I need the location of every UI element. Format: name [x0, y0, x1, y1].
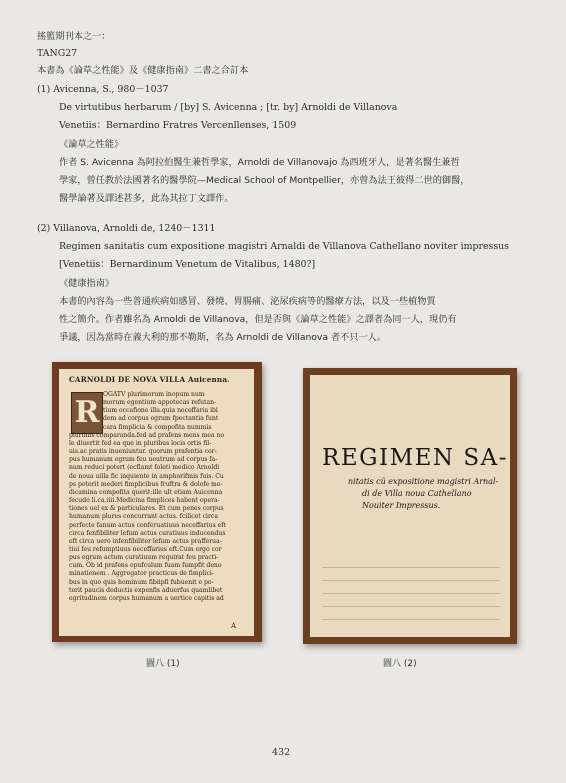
figure-1-text-line: cara fimplicia & compofita nummis	[103, 423, 212, 431]
item2-title: Regimen sanitatis cum expositione magistri Arnaldi de Villanova Cathellano noviter impressus	[59, 241, 509, 252]
figure-1-text-line: pus egrum actum curatiuum requirat feu practi-	[69, 554, 219, 562]
item1-para-line: 學家，曾任教於法國著名的醫學院—Medical School of Montpellier，亦曾為法王彼得二世的御醫，	[59, 175, 470, 186]
figure-1-text-line: tium occafione illa.quia neceffaria ibi	[103, 407, 218, 415]
figure-2-title-lines	[348, 476, 498, 512]
figure-1-text-block	[69, 391, 244, 603]
figure-1-text-line: OGATV plurimorum inopum num	[103, 391, 205, 398]
figure-2-handwriting	[322, 558, 500, 628]
figure-1-text-line: humanum plures concurrant actus. fcilicet circa	[69, 513, 218, 521]
figure-1-signature-mark: A	[230, 622, 236, 630]
figure-2-leaf	[310, 375, 510, 637]
figure-1-text-line: bus in quo quis hominum fibiipfi fubuenit e po-	[69, 578, 214, 586]
figure-1-text-line: dicamina compofita querit:ille ult etiam Auicenna	[69, 488, 223, 496]
figure-2-photo	[303, 368, 517, 644]
figure-1-text-line: num reduci potert (ecflamt foleti medico Arnoldi	[69, 464, 220, 472]
figure-1-leaf	[59, 369, 254, 636]
figure-1-text-line: terit paucis deductis expenfis aduerfus quamlibet	[69, 586, 223, 594]
figure-1-text-line: fecudo li.ca.iiii.Medicina fimplices habent opera-	[69, 497, 220, 505]
item2-para-line: 性之簡介。作者雖名為 Arnoldi de Villanova，但是否與《論草之性能》之譯者為同一人，現仍有	[59, 314, 457, 325]
figure-1-text-line: tiones uel ex & particulares. Et cum penes corpus	[69, 505, 224, 513]
item2-para-line: 本書的內容為一些普通疾病如感冒、發燒、胃腸痛、泌尿疾病等的醫療方法，以及一些植物質	[59, 296, 436, 307]
item1-imprint: Venetiis：Bernardino Fratres Vercenllenses, 1509	[59, 120, 297, 131]
item1-title: De virtutibus herbarum / [by] S. Avicenna ; [tr. by] Arnoldi de Villanova	[59, 102, 398, 113]
item2-section-heading: 《健康指南》	[59, 278, 115, 289]
figure-2-caption: 圖八 (2)	[383, 659, 417, 669]
page-number: 432	[272, 747, 291, 758]
figure-1-text-line: de noua uilla fic inquiente in amphorifmis fuis. Cu	[69, 472, 224, 480]
item2-imprint: [Venetiis：Bernardinum Venetum de Vitalibus, 1480?]	[59, 259, 316, 270]
figure-1-text-line: dem ad corpus egrum fpectantia funt	[103, 415, 219, 423]
figure-1-text-line: plurimis comparanda.fed ad prafens mens mea no	[69, 431, 225, 439]
item1-para-line: 作者 S. Avicenna 為阿拉伯醫生兼哲學家，Arnoldi de Villanovajo 為西班牙人，是著名醫生兼哲	[59, 157, 460, 168]
figure-1-caption: 圖八 (1)	[146, 659, 180, 669]
figure-1-text-line: ps poterit mederi fimplicibus fruftra & dolofe me-	[69, 480, 223, 488]
figure-2-title-line: di de Villa noua Cathellano	[362, 489, 472, 498]
item2-para-line: 爭議，因為當時在義大利的那不勒斯，名為 Arnoldi de Villanova 者不只一人。	[59, 332, 387, 343]
figure-1-dropcap: R	[71, 392, 103, 434]
figure-1-text-line: eft circa uero infenfibiliter lefum actus prafferua-	[69, 537, 222, 545]
figure-1-text-line: morum egentium appotecas refutan-	[103, 399, 217, 407]
figure-1-text-line: le diuertit fed ea que in pluribus locis ortis fil-	[69, 439, 212, 447]
figure-1-text-line: minationem . Aggregator practicus de fimplici-	[69, 570, 214, 578]
figure-1-photo	[52, 362, 262, 642]
figure-1-text-line: uis.ac pratis inueniuntur. quorum prafentia cor-	[69, 448, 217, 456]
figure-1-text-line: perfecte fanum actus conferuatiuus neceffarius eft	[69, 521, 226, 529]
figure-1-running-head: CARNOLDI DE NOVA VILLA Auicenna.	[69, 375, 230, 384]
item1-para-line: 醫學論著及譯述甚多，此為其拉丁文譯作。	[59, 193, 234, 204]
figure-1-text-line: tiui feu refumptiuus neceffarius eft.Cum ergo cor	[69, 545, 222, 553]
item2-entry: (2) Villanova, Arnoldi de, 1240－1311	[37, 223, 216, 234]
series-heading: 搖籃期刊本之一：	[37, 31, 111, 42]
catalog-code: TANG27	[37, 48, 78, 59]
intro-line: 本書為《論草之性能》及《健康指南》二書之合訂本	[37, 65, 249, 76]
figure-2-title-line: nitatis cũ expositione magistri Arnal-	[348, 477, 499, 486]
item1-entry: (1) Avicenna, S., 980－1037	[37, 84, 169, 95]
figure-2-title-line: Nouiter Impressus.	[362, 501, 441, 510]
figure-1-text-line: cum. Ob id prafens opufculum fuam fumpfit deno	[69, 562, 222, 570]
item1-section-heading: 《論草之性能》	[59, 139, 124, 150]
figure-1-text-line: circa fenfibiliter lefum actus curatiuus inducendus	[69, 529, 226, 537]
figure-1-text-line: egritudinem corpus humanum a uertice capitis ad	[69, 594, 224, 602]
figure-1-text-line: pus humanum egrum feu neutrum ad corpus fa-	[69, 456, 218, 464]
figure-2-title-large: REGIMEN SA-	[322, 445, 508, 471]
